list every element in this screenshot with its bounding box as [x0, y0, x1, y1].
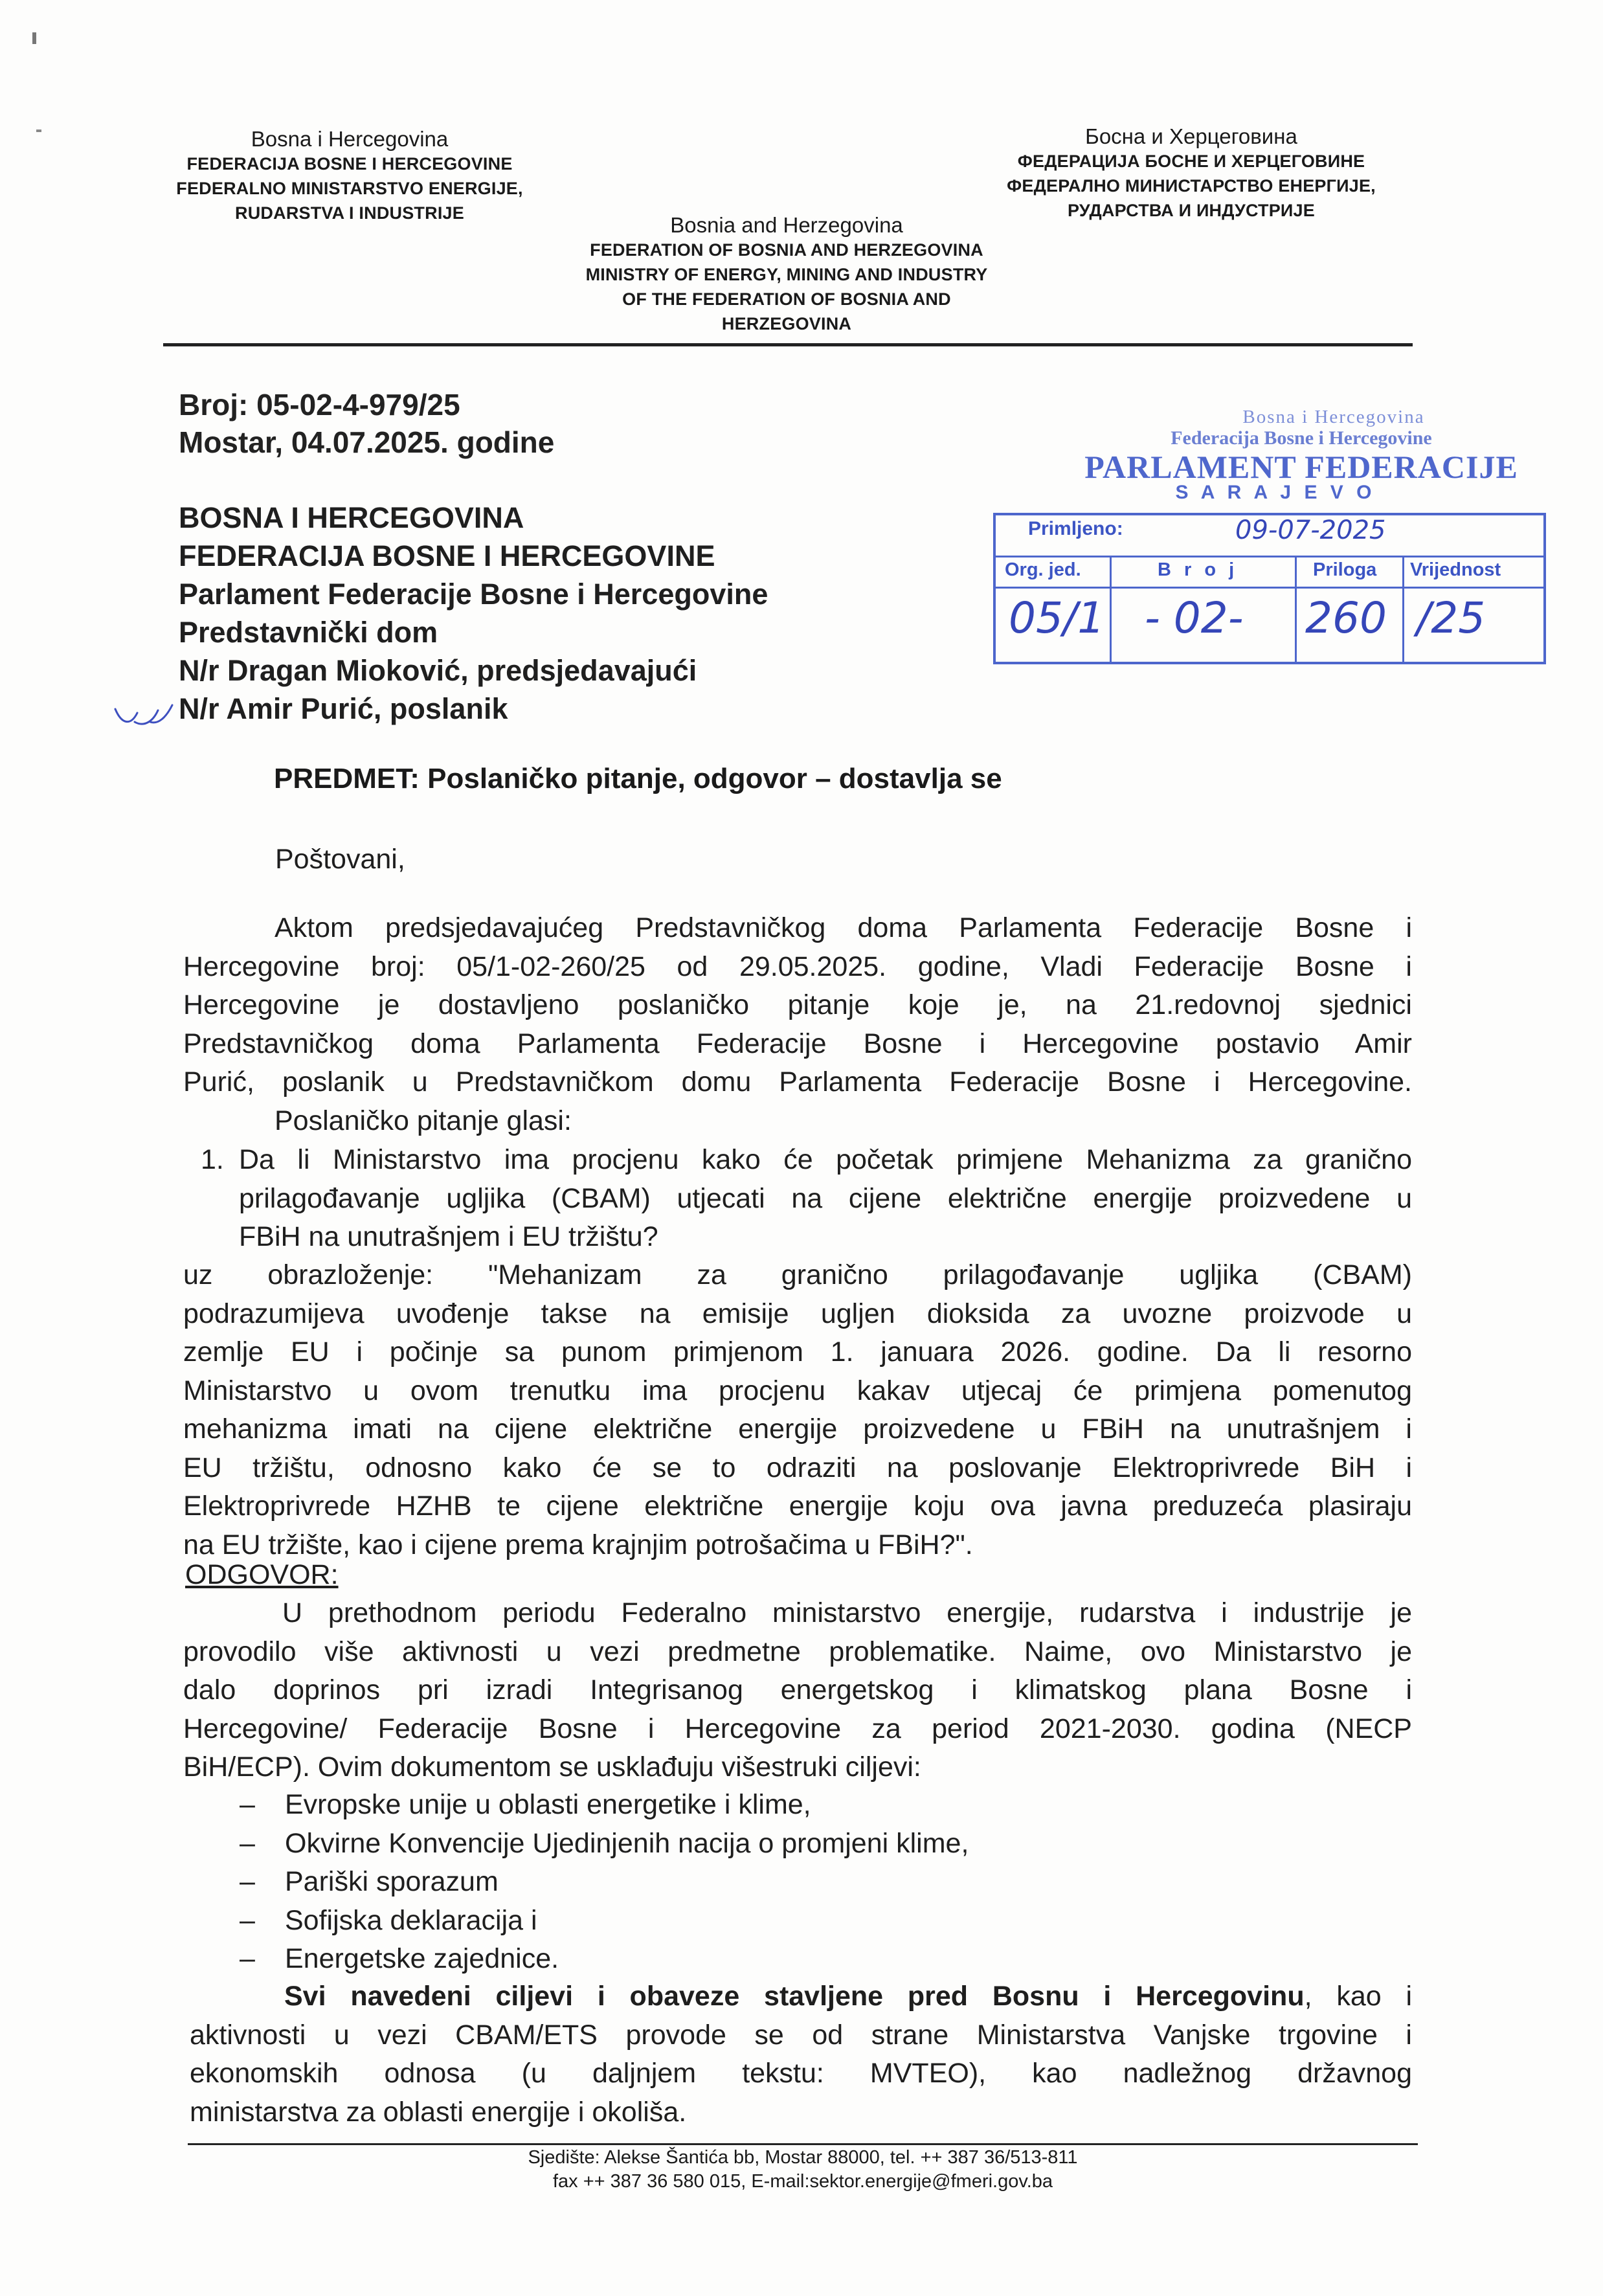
closing-line: ekonomskih odnosa (u daljnjem tekstu: MVTEO), kao nadležnog državnog [190, 2058, 1412, 2089]
reference-block [179, 386, 761, 461]
footer-address: Sjedište: Alekse Šantića bb, Mostar 88000, tel. ++ 387 36/513-811 [528, 2147, 1078, 2168]
recipient-house: Predstavnički dom [179, 616, 438, 649]
recipient-federation: FEDERACIJA BOSNE I HERCEGOVINE [179, 539, 715, 572]
explanation-line: EU tržištu, odnosno kako će se to odraziti na poslovanje Elektroprivrede BiH i [183, 1452, 1412, 1483]
answer-line: BiH/ECP). Ovim dokumentom se usklađuju višestruki ciljevi: [183, 1751, 921, 1783]
stamp-col-value-label: Vrijednost [1410, 559, 1501, 580]
question-number: 1. [201, 1144, 224, 1175]
recipient-chair: N/r Dragan Mioković, predsjedavajući [179, 654, 697, 687]
stamp-row-rule [996, 556, 1543, 557]
intro-line: Aktom predsjedavajućeg Predstavničkog doma Parlamenta Federacije Bosne i [275, 912, 1412, 943]
header-right-country: Босна и Херцеговина [1085, 124, 1297, 148]
question-line: prilagođavanje ugljika (CBAM) utjecati na cijene električne energije proizvedene u [239, 1182, 1412, 1214]
header-left [162, 127, 537, 225]
handwritten-tick-mark [111, 696, 176, 735]
explanation-paragraph [183, 1256, 1412, 1564]
stamp-col-number-label: B r o j [1158, 559, 1239, 580]
question-line: Da li Ministarstvo ima procjenu kako će početak primjene Mehanizma za granično [239, 1144, 1412, 1175]
explanation-line: mehanizma imati na cijene električne energije proizvedene u FBiH na unutrašnjem i [183, 1413, 1412, 1445]
footer-rule [188, 2143, 1418, 2145]
closing-rest: , kao i [1304, 1981, 1412, 2012]
footer [350, 2146, 1256, 2194]
intro-line: Purić, poslanik u Predstavničkom domu Parlamenta Federacije Bosne i Hercegovine. [183, 1066, 1412, 1097]
stamp-attachments-value: 260 [1305, 593, 1387, 643]
stamp-divider [1110, 556, 1112, 662]
answer-paragraph [183, 1594, 1412, 1787]
subject-line: PREDMET: Poslaničko pitanje, odgovor – dostavlja se [274, 763, 1002, 794]
parliament-stamp [991, 407, 1560, 679]
intro-paragraph [183, 909, 1412, 1102]
header-center-country: Bosnia and Herzegovina [670, 213, 903, 237]
header-left-ministry: FEDERALNO MINISTARSTVO ENERGIJE, [176, 179, 523, 198]
header-center [554, 213, 1020, 336]
header-center-ministry: MINISTRY OF ENERGY, MINING AND INDUSTRY [585, 265, 988, 284]
stamp-col-org-label: Org. jed. [1005, 559, 1081, 580]
header-left-federation: FEDERACIJA BOSNE I HERCEGOVINE [186, 154, 513, 174]
greeting: Poštovani, [275, 844, 405, 875]
intro-line: Hercegovine broj: 05/1-02-260/25 od 29.05.2025. godine, Vladi Federacije Bosne i [183, 951, 1412, 982]
explanation-line: Elektroprivrede HZHB te cijene električne energije koju ova javna preduzeća plasiraju [183, 1491, 1412, 1522]
stamp-parliament: PARLAMENT FEDERACIJE [1084, 449, 1518, 485]
recipient-deputy: N/r Amir Purić, poslanik [179, 692, 508, 725]
answer-heading: ODGOVOR: [185, 1559, 339, 1590]
answer-line: Hercegovine/ Federacije Bosne i Hercegovine za period 2021-2030. godina (NECP [183, 1713, 1412, 1744]
stamp-city: S A R A J E V O [1175, 482, 1376, 503]
header-right-federation: ФЕДЕРАЦИЈА БОСНЕ И ХЕРЦЕГОВИНЕ [1017, 152, 1365, 171]
header-right-ministry: ФЕДЕРАЛНО МИНИСТАРСТВО ЕНЕРГИЈЕ, [1007, 176, 1376, 196]
explanation-line: Ministarstvo u ovom trenutku ima procjenu kakav utjecaj će primjena pomenutog [183, 1375, 1412, 1406]
question-intro: Poslaničko pitanje glasi: [275, 1105, 572, 1136]
answer-line: provodilo više aktivnosti u vezi predmetne problematike. Naime, ovo Ministarstvo je [183, 1636, 1412, 1667]
stamp-col-attachments-label: Priloga [1313, 559, 1377, 580]
explanation-line: zemlje EU i počinje sa punom primjenom 1. januara 2026. godine. Da li resorno [183, 1336, 1412, 1367]
stamp-country: Bosna i Hercegovina [1242, 407, 1425, 427]
closing-line: ministarstva za oblasti energije i okoliša. [190, 2096, 687, 2128]
header-left-country: Bosna i Hercegovina [251, 127, 449, 151]
intro-line: Hercegovine je dostavljeno poslaničko pitanje koje je, na 21.redovnoj sjednici [183, 989, 1412, 1020]
stamp-org-value: 05/1 [1009, 593, 1105, 643]
explanation-line: podrazumijeva uvođenje takse na emisije ugljen dioksida za uvozne proizvode u [183, 1298, 1412, 1329]
closing-paragraph [190, 1977, 1412, 2132]
stamp-divider [1402, 556, 1404, 662]
answer-line: dalo doprinos pri izradi Integrisanog energetskog i klimatskog plana Bosne i [183, 1674, 1412, 1705]
stamp-received-date: 09-07-2025 [1235, 515, 1386, 545]
header-rule [163, 343, 1413, 346]
stamp-federation: Federacija Bosne i Hercegovine [1171, 427, 1432, 449]
goals-list: – Evropske unije u oblasti energetike i klime, – Okvirne Konvencije Ujedinjenih nacija o promjeni klime, – Pariški sporazum – Sofijska deklaracija i – Energetske zajednice. [240, 1789, 969, 1974]
stamp-received-label: Primljeno: [1028, 518, 1123, 539]
scan-speck [32, 32, 36, 44]
header-center-federation: FEDERATION OF BOSNIA AND HERZEGOVINA [590, 240, 983, 260]
closing-line [190, 1977, 1412, 2016]
question-text [239, 1141, 1412, 1257]
explanation-line: na EU tržište, kao i cijene prema krajnjim potrošačima u FBiH?". [183, 1529, 973, 1560]
stamp-row-rule [996, 587, 1543, 589]
recipient-block [179, 499, 956, 728]
header-left-ministry-2: RUDARSTVA I INDUSTRIJE [235, 203, 464, 223]
recipient-parliament: Parlament Federacije Bosne i Hercegovine [179, 578, 768, 611]
header-right-ministry-2: РУДАРСТВА И ИНДУСТРИЈЕ [1068, 201, 1315, 220]
question-line: FBiH na unutrašnjem i EU tržištu? [239, 1221, 658, 1252]
header-center-ministry-3: HERZEGOVINA [721, 314, 852, 333]
answer-line: U prethodnom periodu Federalno ministarstvo energije, rudarstva i industrije je [282, 1597, 1412, 1628]
recipient-country: BOSNA I HERCEGOVINA [179, 501, 524, 534]
closing-bold: Svi navedeni ciljevi i obaveze stavljene pred Bosnu i Hercegovinu [284, 1981, 1305, 2012]
stamp-divider [1295, 556, 1297, 662]
stamp-value-value: /25 [1417, 593, 1486, 643]
header-right [984, 124, 1398, 223]
intro-line: Predstavničkog doma Parlamenta Federacije Bosne i Hercegovine postavio Amir [183, 1028, 1412, 1059]
explanation-line: uz obrazloženje: "Mehanizam za granično prilagođavanje ugljika (CBAM) [183, 1259, 1412, 1290]
scan-speck [36, 129, 41, 132]
header-center-ministry-2: OF THE FEDERATION OF BOSNIA AND [622, 289, 951, 309]
stamp-table [993, 513, 1546, 664]
closing-line: aktivnosti u vezi CBAM/ETS provode se od strane Ministarstva Vanjske trgovine i [190, 2019, 1412, 2051]
reference-place-date: Mostar, 04.07.2025. godine [179, 425, 555, 459]
stamp-number-value: - 02- [1145, 593, 1244, 643]
reference-number: Broj: 05-02-4-979/25 [179, 388, 460, 422]
footer-contact: fax ++ 387 36 580 015, E-mail:sektor.energije@fmeri.gov.ba [552, 2171, 1053, 2192]
